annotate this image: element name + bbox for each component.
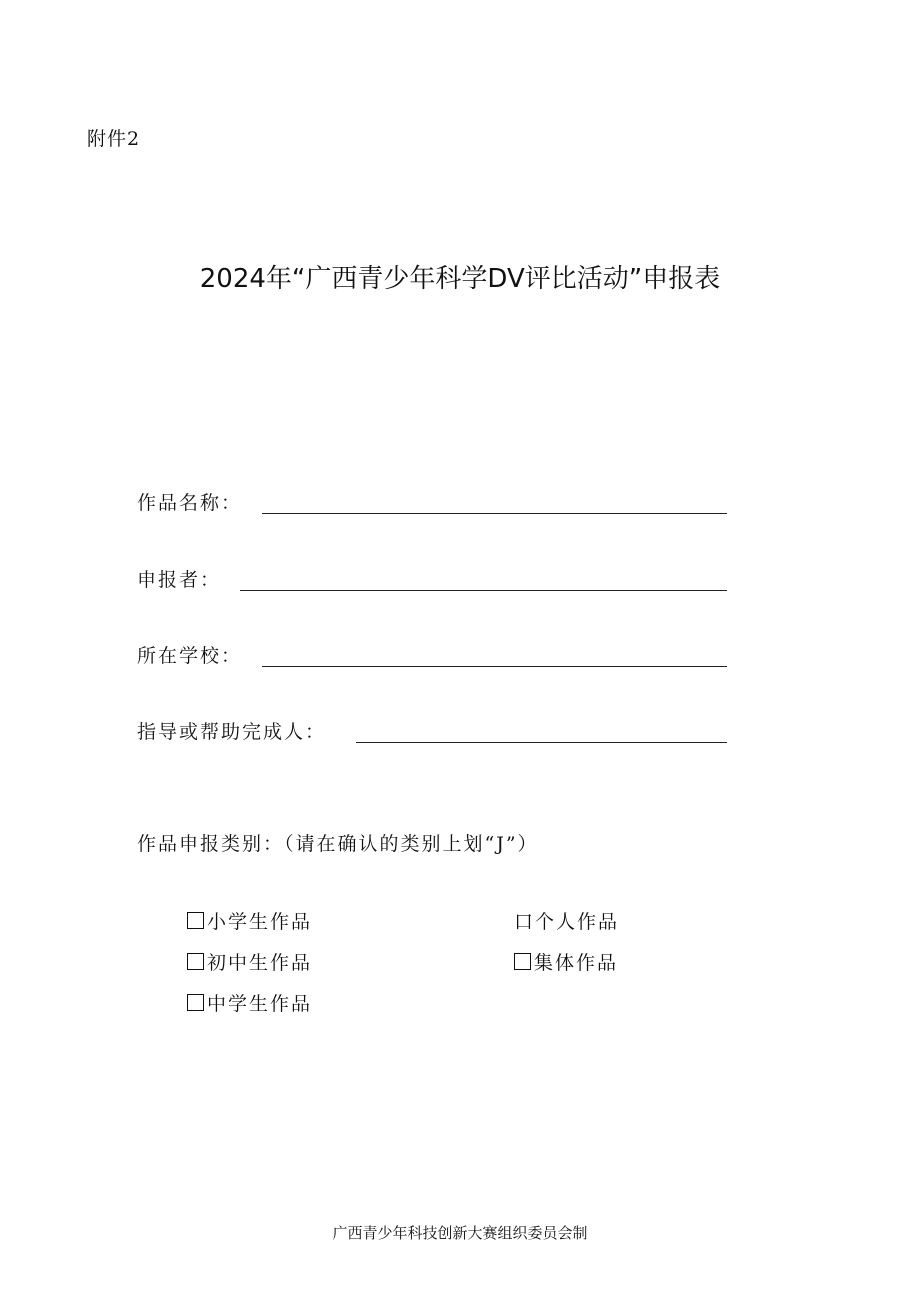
- option-junior-middle[interactable]: [187, 948, 312, 975]
- option-label-junior-middle: 初中生作品: [207, 952, 313, 974]
- page-title: 2024年“广西青少年科学DV评比活动”申报表: [199, 264, 721, 294]
- checkbox-middle-school[interactable]: [187, 994, 204, 1011]
- advisor-input-line[interactable]: [356, 742, 727, 743]
- option-middle-school[interactable]: [187, 989, 312, 1016]
- field-label-applicant: 申报者：: [137, 569, 222, 591]
- category-label: 作品申报类别：（请在确认的类别上划“J”）: [137, 833, 539, 855]
- checkbox-junior-middle[interactable]: [187, 953, 204, 970]
- field-advisor: [137, 714, 737, 744]
- option-collective[interactable]: [514, 948, 618, 975]
- work-name-input-line[interactable]: [262, 513, 727, 514]
- field-work-name: [137, 485, 737, 515]
- option-label-collective: 集体作品: [534, 952, 619, 974]
- field-school: [137, 638, 737, 668]
- checkbox-collective[interactable]: [514, 953, 531, 970]
- option-label-individual: 个人作品: [535, 911, 620, 933]
- school-input-line[interactable]: [262, 666, 727, 667]
- field-label-work-name: 作品名称：: [137, 492, 243, 514]
- attachment-label: 附件2: [87, 128, 141, 150]
- applicant-input-line[interactable]: [240, 590, 727, 591]
- checkbox-individual[interactable]: 口: [514, 911, 536, 933]
- field-applicant: [137, 562, 737, 592]
- option-label-primary-school: 小学生作品: [207, 911, 313, 933]
- option-individual[interactable]: [514, 907, 619, 934]
- footer-organizer: 广西青少年科技创新大赛组织委员会制: [332, 1224, 588, 1242]
- field-label-advisor: 指导或帮助完成人：: [137, 721, 327, 743]
- option-primary-school[interactable]: [187, 907, 312, 934]
- option-label-middle-school: 中学生作品: [207, 993, 313, 1015]
- checkbox-primary-school[interactable]: [187, 912, 204, 929]
- field-label-school: 所在学校：: [137, 645, 243, 667]
